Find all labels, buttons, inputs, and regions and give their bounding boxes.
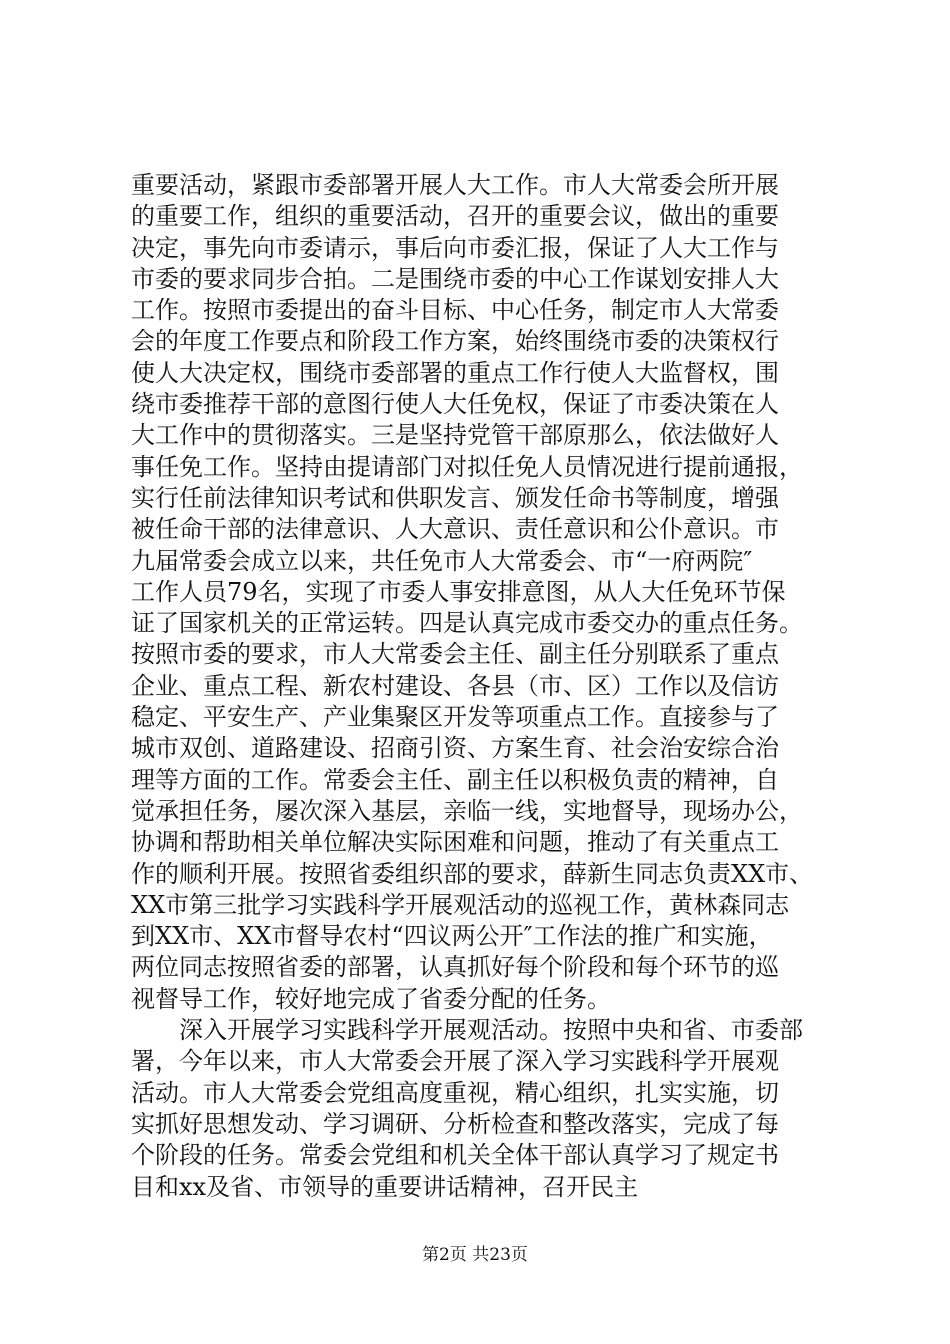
text-line: XX市第三批学习实践科学开展观活动的巡视工作，黄林森同志 xyxy=(131,890,790,919)
text-line: 城市双创、道路建设、招商引资、方案生育、社会治安综合治 xyxy=(131,734,779,763)
text-line: 工作人员79名，实现了市委人事安排意图，从人大任免环节保 xyxy=(131,577,786,606)
text-line: 大工作中的贯彻落实。三是坚持党管干部原那么，依法做好人 xyxy=(131,421,779,450)
text-line: 被任命干部的法律意识、人大意识、责任意识和公仆意识。市 xyxy=(131,515,779,544)
text-line: 视督导工作，较好地完成了省委分配的任务。 xyxy=(131,984,611,1013)
text-line: 市委的要求同步合拍。二是围绕市委的中心工作谋划安排人大 xyxy=(131,264,779,293)
text-line: 重要活动，紧跟市委部署开展人大工作。市人大常委会所开展 xyxy=(131,171,779,199)
text-line: 觉承担任务，屡次深入基层，亲临一线，实地督导，现场办公， xyxy=(131,796,803,825)
text-line: 个阶段的任务。常委会党组和机关全体干部认真学习了规定书 xyxy=(131,1141,779,1170)
text-line: 事任免工作。坚持由提请部门对拟任免人员情况进行提前通报， xyxy=(131,452,803,481)
text-line: 理等方面的工作。常委会主任、副主任以积极负责的精神，自 xyxy=(131,765,779,794)
text-line: 目和xx及省、市领导的重要讲话精神，召开民主 xyxy=(131,1172,639,1201)
text-line: 按照市委的要求，市人大常委会主任、副主任分别联系了重点 xyxy=(131,640,779,669)
text-line: 工作。按照市委提出的奋斗目标、中心任务，制定市人大常委 xyxy=(131,296,779,325)
text-line: 使人大决定权，围绕市委部署的重点工作行使人大监督权，围 xyxy=(131,358,779,387)
text-line: 活动。市人大常委会党组高度重视，精心组织，扎实实施，切 xyxy=(131,1078,779,1107)
text-line: 决定，事先向市委请示，事后向市委汇报，保证了人大工作与 xyxy=(131,233,779,262)
text-line: 企业、重点工程、新农村建设、各县（市、区）工作以及信访 xyxy=(131,671,779,700)
text-line: 稳定、平安生产、产业集聚区开发等项重点工作。直接参与了 xyxy=(131,703,779,732)
text-line: 作的顺利开展。按照省委组织部的要求，薛新生同志负责XX市、 xyxy=(131,859,814,888)
text-line: 证了国家机关的正常运转。四是认真完成市委交办的重点任务。 xyxy=(131,609,803,638)
text-line: 到XX市、XX市督导农村“四议两公开″工作法的推广和实施， xyxy=(131,922,773,951)
text-line: 实行任前法律知识考试和供职发言、颁发任命书等制度，增强 xyxy=(131,483,779,512)
text-line: 绕市委推荐干部的意图行使人大任免权，保证了市委决策在人 xyxy=(131,390,779,419)
text-line: 实抓好思想发动、学习调研、分析检查和整改落实，完成了每 xyxy=(131,1109,779,1138)
paragraph-start-line: 深入开展学习实践科学开展观活动。按照中央和省、市委部 xyxy=(179,1016,803,1045)
page-number-footer: 第2页 共23页 xyxy=(422,1245,528,1265)
body-text xyxy=(131,170,831,1203)
text-line: 会的年度工作要点和阶段工作方案，始终围绕市委的决策权行 xyxy=(131,327,779,356)
text-line: 九届常委会成立以来，共任免市人大常委会、市“一府两院″ xyxy=(131,546,753,575)
text-line: 署，今年以来，市人大常委会开展了深入学习实践科学开展观 xyxy=(131,1047,779,1076)
text-line: 两位同志按照省委的部署，认真抓好每个阶段和每个环节的巡 xyxy=(131,953,779,982)
text-line: 的重要工作，组织的重要活动，召开的重要会议，做出的重要 xyxy=(131,202,779,231)
text-line: 协调和帮助相关单位解决实际困难和问题，推动了有关重点工 xyxy=(131,828,779,857)
